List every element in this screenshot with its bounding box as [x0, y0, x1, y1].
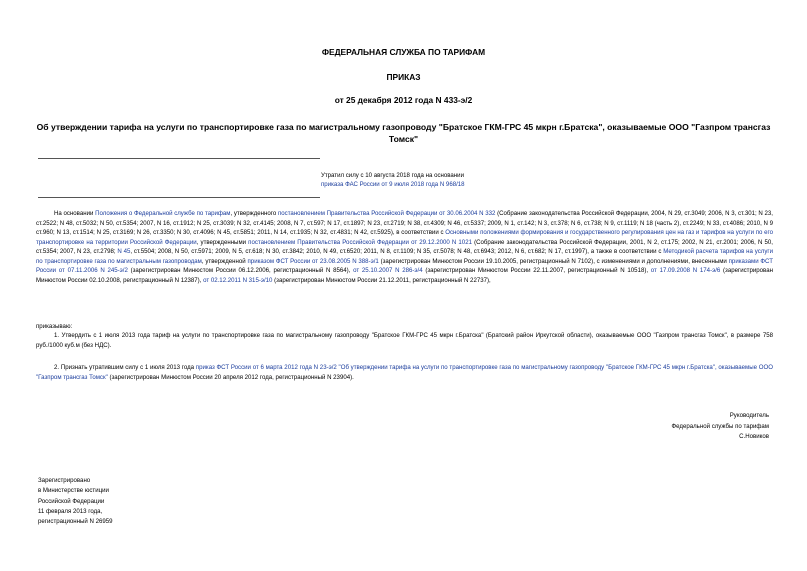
text-run: (зарегистрирован Минюстом России 21.12.2011, регистрационный N 22737),	[272, 276, 491, 284]
lost-force-note	[321, 171, 621, 189]
link-order-245[interactable]: приказами ФСТ России от 07.11.2006 N 245-э/2	[36, 257, 773, 274]
lost-force-text: Утратил силу с 10 августа 2018 года на основании	[321, 172, 464, 179]
link-order-315[interactable]: от 02.12.2011 N 315-э/10	[203, 276, 273, 284]
link-order-388[interactable]: приказом ФСТ России от 23.08.2005 N 388-э/1	[247, 257, 379, 265]
registration-line: 11 февраля 2013 года,	[38, 507, 103, 515]
doc-type: ПРИКАЗ	[386, 72, 421, 82]
agency-name: ФЕДЕРАЛЬНАЯ СЛУЖБА ПО ТАРИФАМ	[321, 47, 486, 57]
text-run: , утвержденными	[196, 238, 249, 246]
link-order-23[interactable]: приказ ФСТ России от 6 марта 2012 года N 23-э/2 "Об утверждении тарифа на услуги по транспортировке газа по магистральному газопроводу "Братское ГКМ-ГРС 45 мкрн г.Братска", оказываемые ООО "Газпром трансгаз Томск"	[36, 364, 773, 381]
text-run: На основании	[54, 210, 96, 217]
registration-line: Российской Федерации	[38, 497, 105, 505]
text-run: (зарегистрирован Минюстом России 02.10.2008, регистрационный N 12387),	[36, 267, 773, 284]
preamble-paragraph	[36, 209, 773, 285]
registration-line: в Министерстве юстиции	[38, 487, 109, 495]
link-decree-1021[interactable]: постановлением Правительства Российской Федерации от 29.12.2000 N 1021	[248, 238, 472, 246]
link-n45[interactable]: N 45	[117, 248, 131, 255]
text-run: (Собрание законодательства Российской Федерации, 2004, N 29, ст.3049; 2006, N 3, ст.301; N 23, ст.2522; N 48, ст.5032; N 50, ст.5354; 2007, N 16, ст.1912; N 25, ст.3039; N 32, ст.4145; 2008, N 7, ст.597; N 17, ст.1897; N 23, ст.2719; N 38, ст.4309; N 46, ст.5337; 2009, N 1, ст.142; N 3, ст.378; N 6, ст.738; N 9, ст.1119; N 18 (часть 2), ст.2249; N 33, ст.4086; 2010, N 9 ст.960; N 13, ст.1514; N 25, ст.3169; N 26, ст.3350; N 30, ст.4096; N 45, ст.5851; 2011, N 14, ст.1935; N 32, ст.4831; N 42, ст.5925), в соответствии с	[36, 210, 773, 236]
order-word: приказываю:	[36, 323, 73, 330]
link-order-174[interactable]: от 17.09.2008 N 174-э/6	[650, 267, 721, 274]
divider-line	[38, 158, 320, 159]
lost-force-link[interactable]: приказа ФАС России от 9 июля 2018 года N 968/18	[321, 181, 465, 188]
signature-block	[672, 411, 770, 443]
text-run: , утвержденного	[230, 210, 278, 217]
link-basic-provisions[interactable]: Основными положениями формирования и государственного регулирования цен на газ и тарифов на услуги по его транспортировке на территории Российской Федерации	[36, 229, 773, 246]
registration-block	[38, 476, 113, 527]
text-run: 2. Признать утратившим силу с 1 июля 2013 года	[54, 364, 196, 371]
item-1	[36, 331, 773, 350]
link-decree-332[interactable]: постановлением Правительства Российской Федерации от 30.06.2004 N 332	[277, 210, 496, 217]
text-run: (зарегистрирован Минюстом России 20 апреля 2012 года, регистрационный N 23904).	[107, 373, 354, 381]
text-run: (зарегистрирован Минюстом России 06.12.2006, регистрационный N 8564),	[127, 267, 354, 274]
item-1-text: 1. Утвердить с 1 июля 2013 года тариф на услуги по транспортировке газа по магистральному газопроводу "Братское ГКМ-ГРС 45 мкрн г.Братска" (Братский район Иркутской области), оказываемые ООО "Газпром трансгаз Томск", в размере 758 руб./1000 куб.м (без НДС).	[36, 332, 773, 349]
registration-line: Зарегистрировано	[38, 477, 91, 484]
link-methodology[interactable]: Методикой расчета тарифов на услуги по транспортировке газа по магистральным газопроводам	[36, 248, 773, 265]
divider-line	[38, 197, 320, 198]
link-order-286[interactable]: от 25.10.2007 N 286-э/4	[353, 267, 423, 274]
registration-line: регистрационный N 26959	[38, 518, 113, 526]
signer-name: С.Новиков	[739, 433, 769, 440]
text-run: (зарегистрирован Минюстом России 19.10.2005, регистрационный N 7102), с изменениями и дополнениями, внесенными	[378, 257, 729, 265]
text-run: , ст.5504; 2008, N 50, ст.5971; 2009, N 5, ст.618; N 30, ст.3842; 2010, N 49, ст.6520; 2011, N 8, ст.1109; N 35, ст.5078; N 48, ст.6943; 2012, N 6, ст.682; N 17, ст.1997), а также в соответствии с	[130, 248, 664, 255]
link-regulation[interactable]: Положения о Федеральной службе по тарифам	[95, 210, 231, 217]
doc-title: Об утверждении тарифа на услуги по транспортировке газа по магистральному газопроводу "Братское ГКМ-ГРС 45 мкрн г.Братска", оказываемые ООО "Газпром трансгаз Томск"	[36, 122, 771, 144]
text-run: (зарегистрирован Минюстом России 22.11.2007, регистрационный N 10518),	[422, 267, 651, 274]
text-run: (Собрание законодательства Российской Федерации, 2001, N 2, ст.175; 2002, N 21, ст.2001; 2006, N 50, ст.5354; 2007, N 23, ст.2798;	[36, 238, 773, 255]
signer-title: Руководитель	[729, 412, 769, 419]
signer-org: Федеральной службы по тарифам	[671, 422, 769, 430]
text-run: , утвержденной	[201, 257, 248, 265]
item-2	[36, 363, 773, 382]
doc-date-number: от 25 декабря 2012 года N 433-э/2	[334, 95, 473, 105]
